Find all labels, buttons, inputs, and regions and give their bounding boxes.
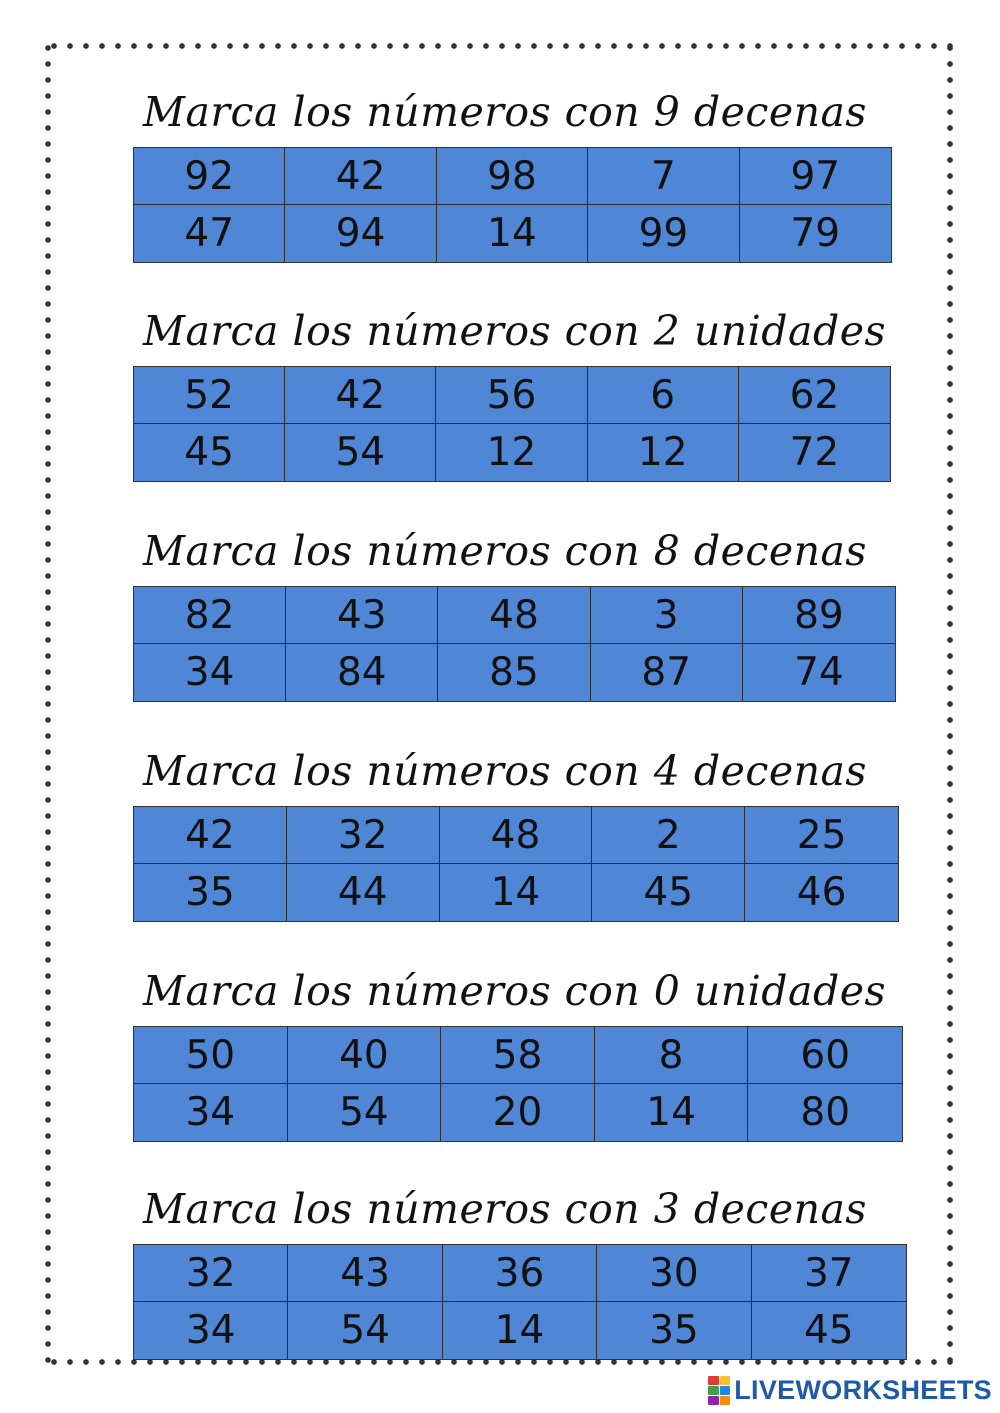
number-cell[interactable]: 42 [134,807,287,864]
number-cell[interactable]: 98 [437,148,588,205]
exercise-instruction: Marca los números con 2 unidades [143,307,887,355]
number-cell[interactable]: 2 [592,807,745,864]
brand-text: LIVEWORKSHEETS [734,1375,992,1405]
number-cell[interactable]: 34 [134,644,286,701]
number-cell[interactable]: 35 [134,864,287,921]
number-cell[interactable]: 40 [288,1027,442,1084]
number-cell[interactable]: 97 [740,148,891,205]
number-cell[interactable]: 14 [595,1084,749,1141]
number-cell[interactable]: 44 [287,864,440,921]
liveworksheets-brand [708,1375,992,1406]
number-grid [133,366,891,482]
number-cell[interactable]: 48 [438,587,590,644]
number-grid [133,147,892,263]
number-cell[interactable]: 7 [588,148,739,205]
number-cell[interactable]: 82 [134,587,286,644]
number-grid [133,806,899,922]
number-grid [133,586,896,702]
number-cell[interactable]: 30 [597,1245,751,1302]
number-cell[interactable]: 46 [796,870,847,915]
number-cell[interactable]: 32 [287,807,440,864]
number-cell[interactable]: 35 [597,1302,751,1359]
number-cell[interactable]: 62 [739,367,890,424]
exercise-instruction: Marca los números con 8 decenas [143,527,867,575]
number-cell[interactable]: 58 [441,1027,595,1084]
exercise-instruction: Marca los números con 0 unidades [143,967,887,1015]
number-cell[interactable]: 45 [134,424,285,481]
number-cell[interactable]: 32 [134,1245,288,1302]
number-cell[interactable]: 25 [745,807,898,864]
number-cell[interactable]: 84 [286,644,438,701]
dotted-border-right [944,40,956,1368]
number-cell[interactable]: 42 [285,148,436,205]
number-cell[interactable]: 3 [591,587,743,644]
number-cell[interactable]: 43 [286,587,438,644]
number-cell[interactable]: 34 [134,1302,288,1359]
number-cell[interactable]: 45 [592,864,745,921]
number-grid [133,1244,907,1360]
number-cell[interactable]: 92 [134,148,285,205]
number-cell[interactable]: 43 [288,1245,442,1302]
number-cell[interactable]: 54 [288,1302,442,1359]
number-cell[interactable]: 54 [288,1084,442,1141]
number-cell[interactable]: 56 [436,367,587,424]
liveworksheets-logo-icon [708,1376,730,1406]
exercise-instruction: Marca los números con 3 decenas [143,1185,867,1233]
number-cell[interactable]: 14 [443,1302,597,1359]
number-cell[interactable]: 37 [752,1245,906,1302]
number-cell[interactable]: 80 [800,1090,851,1135]
number-cell[interactable]: 72 [789,430,840,475]
number-cell[interactable]: 54 [285,424,436,481]
number-cell[interactable]: 60 [748,1027,902,1084]
number-cell[interactable]: 6 [588,367,739,424]
number-cell[interactable]: 50 [134,1027,288,1084]
number-cell[interactable]: 14 [440,864,593,921]
number-cell[interactable]: 8 [595,1027,749,1084]
dotted-border-left [42,40,54,1368]
number-cell[interactable]: 34 [134,1084,288,1141]
exercise-instruction: Marca los números con 4 decenas [143,747,867,795]
number-cell[interactable]: 87 [591,644,743,701]
number-cell[interactable]: 12 [588,424,739,481]
number-cell[interactable]: 94 [285,205,436,262]
number-cell[interactable]: 99 [588,205,739,262]
number-cell[interactable]: 14 [437,205,588,262]
number-cell[interactable]: 12 [436,424,587,481]
number-cell[interactable]: 45 [803,1308,854,1353]
exercise-instruction: Marca los números con 9 decenas [143,88,867,136]
number-cell[interactable]: 36 [443,1245,597,1302]
dotted-border-top [46,40,954,52]
number-grid [133,1026,903,1142]
number-cell[interactable]: 47 [134,205,285,262]
number-cell[interactable]: 20 [441,1084,595,1141]
number-cell[interactable]: 48 [440,807,593,864]
number-cell[interactable]: 52 [134,367,285,424]
number-cell[interactable]: 79 [790,211,841,256]
number-cell[interactable]: 74 [794,650,844,695]
number-cell[interactable]: 42 [285,367,436,424]
number-cell[interactable]: 89 [743,587,895,644]
number-cell[interactable]: 85 [438,644,590,701]
